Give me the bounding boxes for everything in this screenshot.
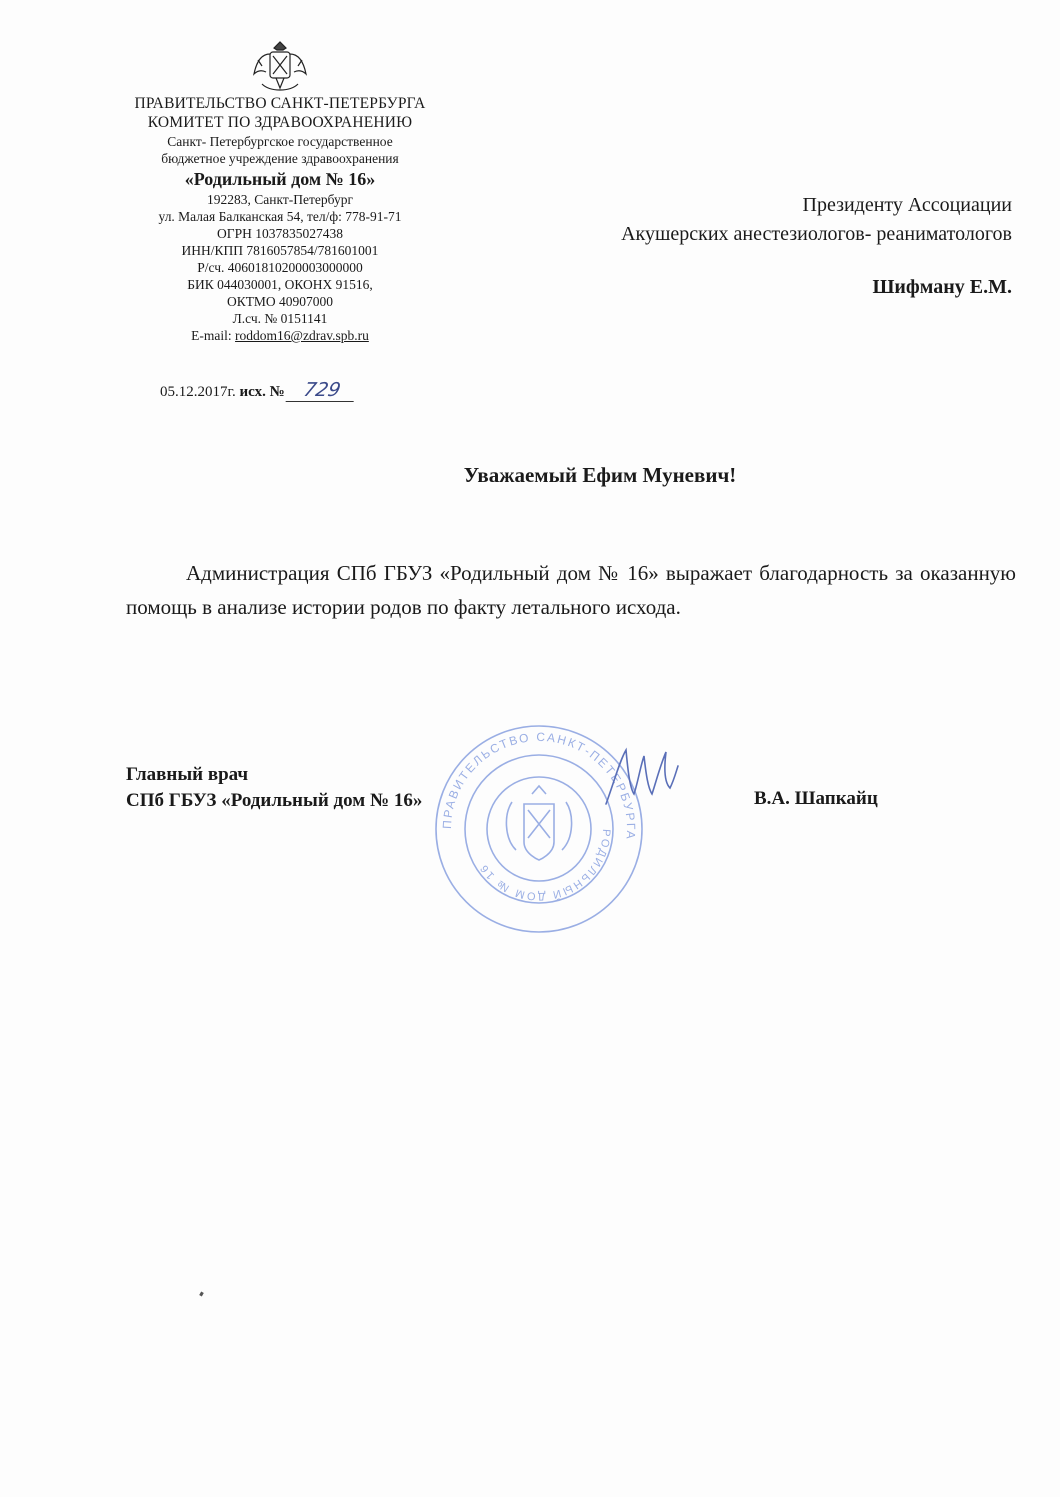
seal-outer-text: ПРАВИТЕЛЬСТВО САНКТ-ПЕТЕРБУРГА (439, 729, 639, 842)
signatory-title (126, 762, 422, 814)
addressee-name: Шифману Е.М. (872, 276, 1012, 298)
institution-type-line1: Санкт- Петербургское государственное (167, 134, 393, 149)
handwritten-signature (600, 742, 680, 812)
personal-account: Л.сч. № 0151141 (232, 311, 328, 326)
bik-okonh: БИК 044030001, ОКОНХ 91516, (187, 277, 373, 292)
signatory-position: Главный врач (126, 764, 249, 785)
institution-type-line2: бюджетное учреждение здравоохранения (161, 151, 399, 166)
inn-kpp: ИНН/КПП 7816057854/781601001 (181, 243, 379, 258)
letter-body: Администрация СПб ГБУЗ «Родильный дом № 16» выражает благодарность за оказанную помощь в анализе истории родов по факту летального исхода. (126, 561, 1016, 619)
committee-name: КОМИТЕТ ПО ЗДРАВООХРАНЕНИЮ (147, 114, 413, 131)
outgoing-handwritten-number: 729 (286, 379, 359, 402)
email-line (86, 329, 474, 346)
oktmo: ОКТМО 40907000 (227, 294, 333, 309)
institution-name: «Родильный дом № 16» (184, 169, 376, 189)
street-address-phone: ул. Малая Балканская 54, тел/ф: 778-91-71 (158, 209, 402, 224)
addressee-title-line2: Акушерских анестезиологов- реаниматологов (621, 223, 1012, 245)
ogrn: ОГРН 1037835027438 (217, 226, 343, 241)
government-name: ПРАВИТЕЛЬСТВО САНКТ-ПЕТЕРБУРГА (134, 95, 426, 112)
postal-address: 192283, Санкт-Петербург (206, 192, 354, 207)
signatory-organization: СПб ГБУЗ «Родильный дом № 16» (126, 790, 423, 811)
signatory-name: В.А. Шапкайц (754, 788, 878, 809)
salutation: Уважаемый Ефим Муневич! (463, 463, 737, 487)
addressee-title-line1: Президенту Ассоциации (802, 194, 1012, 216)
scan-artifact (199, 1292, 204, 1297)
seal-inner-text: РОДИЛЬНЫЙ ДОМ № 16 (477, 828, 613, 903)
outgoing-label: исх. № (239, 384, 285, 400)
coat-of-arms-icon (248, 40, 312, 96)
bank-account: Р/сч. 40601810200003000000 (197, 260, 363, 275)
outgoing-number (160, 379, 356, 402)
email-label: E-mail: (191, 328, 232, 343)
letterhead (86, 96, 474, 346)
outgoing-date: 05.12.2017г. (160, 384, 236, 400)
addressee-block (621, 191, 1012, 302)
email-link[interactable]: roddom16@zdrav.spb.ru (235, 328, 369, 343)
